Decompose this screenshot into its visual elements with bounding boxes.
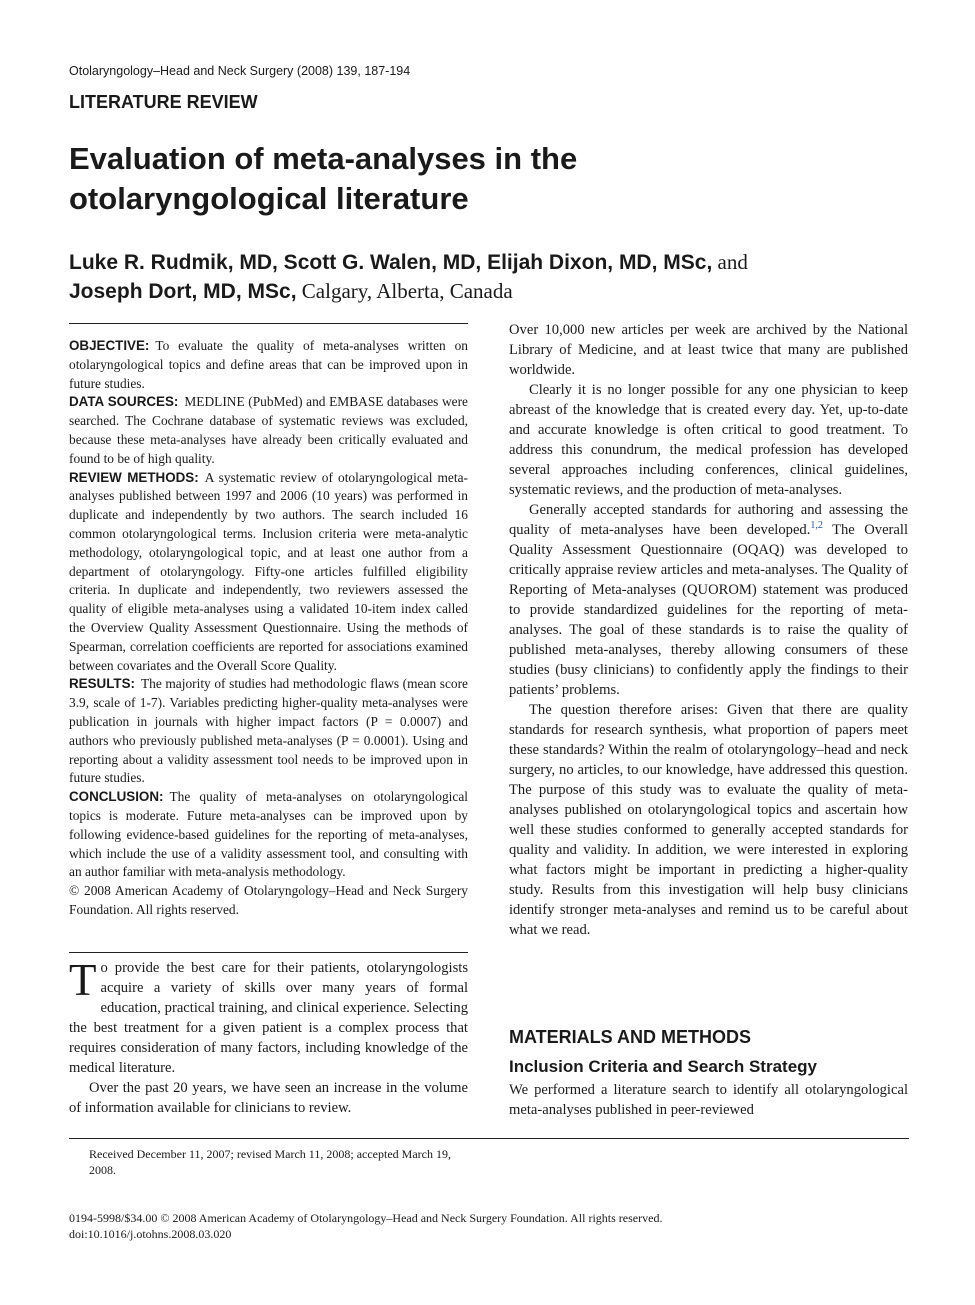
authors-and: and (712, 250, 748, 274)
inclusion-criteria-heading: Inclusion Criteria and Search Strategy (509, 1057, 817, 1076)
objective-label: OBJECTIVE: (69, 338, 150, 353)
abstract-copyright: © 2008 American Academy of Otolaryngology–Head and Neck Surgery Foundation. All rights reserved. (69, 883, 468, 917)
paragraph-question: The question therefore arises: Given that there are quality standards for research synthesis, what proportion of papers meet these standards? Within the realm of otolaryngology–head and neck surgery, no articles, to our knowledge, have addressed this question. The purpose of this study was to evaluate the quality of meta-analyses published on otolaryngological topics and ascertain how well these studies conformed to generally accepted standards for quality and validity. In addition, we were interested in exploring what factors might be important in predicting a higher-quality study. Results from this investigation will help busy clinicians identify stronger meta-analyses and remind us to be careful about what we read. (509, 702, 908, 938)
paragraph-generally (509, 500, 908, 700)
abstract-top-rule (69, 323, 468, 324)
results-label: RESULTS: (69, 676, 135, 692)
issn-line: 0194-5998/$34.00 © 2008 American Academy of Otolaryngology–Head and Neck Surgery Foundation. All rights reserved. (69, 1211, 663, 1225)
conclusion-text: The quality of meta-analyses on otolaryngological topics is moderate. Future meta-analyses can be improved upon by following evidence-based guidelines for the reporting of meta-analyses, which include the use of a validity assessment tool, and consulting with an author familiar with meta-analysis methodology. (69, 789, 468, 880)
copyright-block (69, 1210, 909, 1242)
abstract-review-methods (69, 469, 468, 676)
abstract-data-sources (69, 393, 468, 468)
received-footnote (69, 1146, 469, 1178)
drop-cap: T (69, 955, 97, 1005)
results-text: The majority of studies had methodologic flaws (mean score 3.9, scale of 1-7). Variables predicting higher-quality meta-analyses were publication in journals with higher impact factors (P = 0.0007) and authors who previously published meta-analyses (P = 0.0001). Using and reporting about a validity assessment tool needs to be improved upon in future studies. (69, 676, 468, 786)
right-column (509, 320, 908, 940)
paragraph-clearly: Clearly it is no longer possible for any one physician to keep abreast of the knowledge that is created every day. Yet, up-to-date and accurate knowledge is often critical to good treatment. To address this conundrum, the medical profession has developed several approaches including conferences, clinical guidelines, systematic reviews, and the production of meta-analyses. (509, 382, 908, 498)
abstract-bottom-rule (69, 952, 468, 953)
data-sources-text: MEDLINE (PubMed) and EMBASE databases were searched. The Cochrane database of systematic reviews was excluded, because these meta-analyses have already been critically evaluated and found to be of high quality. (69, 394, 469, 466)
methods-paragraph: We performed a literature search to identify all otolaryngological meta-analyses published in peer-reviewed (509, 1082, 908, 1118)
abstract (69, 337, 468, 920)
affiliation: Calgary, Alberta, Canada (296, 279, 513, 303)
intro-paragraph-1 (69, 955, 468, 1078)
doi-line[interactable]: doi:10.1016/j.otohns.2008.03.020 (69, 1227, 232, 1241)
authors-line-1: Luke R. Rudmik, MD, Scott G. Walen, MD, Elijah Dixon, MD, MSc, (69, 251, 713, 274)
journal-citation: Otolaryngology–Head and Neck Surgery (2008) 139, 187-194 (69, 64, 411, 78)
introduction-left (69, 955, 468, 1118)
footer-rule (69, 1138, 909, 1139)
intro-paragraph-2: Over the past 20 years, we have seen an increase in the volume of information available for clinicians to review. (69, 1080, 468, 1116)
generally-text-a: Generally accepted standards for authoring and assessing the quality of meta-analyses have been developed. (509, 502, 908, 538)
objective-text: To evaluate the quality of meta-analyses written on otolaryngological topics and define areas that can be improved upon in future studies. (69, 338, 468, 391)
article-title (69, 139, 909, 219)
author-list (69, 248, 919, 306)
title-line-1: Evaluation of meta-analyses in the (69, 141, 578, 176)
received-dates: Received December 11, 2007; revised March 11, 2008; accepted March 19, 2008. (89, 1147, 451, 1177)
title-line-2: otolaryngological literature (69, 181, 469, 216)
conclusion-label: CONCLUSION: (69, 789, 164, 805)
materials-methods-heading: MATERIALS AND METHODS (509, 1027, 751, 1047)
data-sources-label: DATA SOURCES: (69, 394, 179, 410)
generally-text-b: The Overall Quality Assessment Questionnaire (OQAQ) was developed to critically appraise review articles and meta-analyses. The Quality of Reporting of Meta-analyses (QUOROM) statement was produced to provide standardized guidelines for the reporting of meta-analyses. The goal of these standards is to raise the quality of published meta-analyses, thereby allowing consumers of these studies (busy clinicians) to confidently apply the findings to their patients’ problems. (509, 522, 909, 698)
review-methods-label: REVIEW METHODS: (69, 469, 199, 485)
intro-p1-text: o provide the best care for their patients, otolaryngologists acquire a variety of skills over many years of formal education, practical training, and clinical experience. Selecting the best treatment for a given patient is a complex process that requires consideration of many factors, including knowledge of the medical literature. (69, 960, 468, 1076)
section-label: LITERATURE REVIEW (69, 92, 258, 112)
abstract-conclusion (69, 788, 468, 882)
abstract-objective (69, 337, 468, 393)
review-methods-text: A systematic review of otolaryngological meta-analyses published between 1997 and 2006 (10 years) was performed in duplicate and independently by two authors. The search included 16 common otolaryngological terms. Inclusion criteria were meta-analytic methodology, otolaryngological topic, and at least one author from a department of otolaryngology. Fifty-one articles fulfilled eligibility criteria. In duplicate and independently, two reviewers assessed the quality of eligible meta-analyses using a validated 10-item index called the Overview Quality Assessment Questionnaire. Using the methods of Spearman, correlation coefficients are reported for associations examined between covariates and the Overall Score Quality. (69, 469, 468, 673)
reference-link[interactable]: 1,2 (810, 520, 823, 532)
authors-line-2: Joseph Dort, MD, MSc, (69, 280, 297, 303)
paragraph-continued: Over 10,000 new articles per week are archived by the National Library of Medicine, and at least twice that many are published worldwide. (509, 322, 908, 378)
abstract-results (69, 675, 468, 788)
